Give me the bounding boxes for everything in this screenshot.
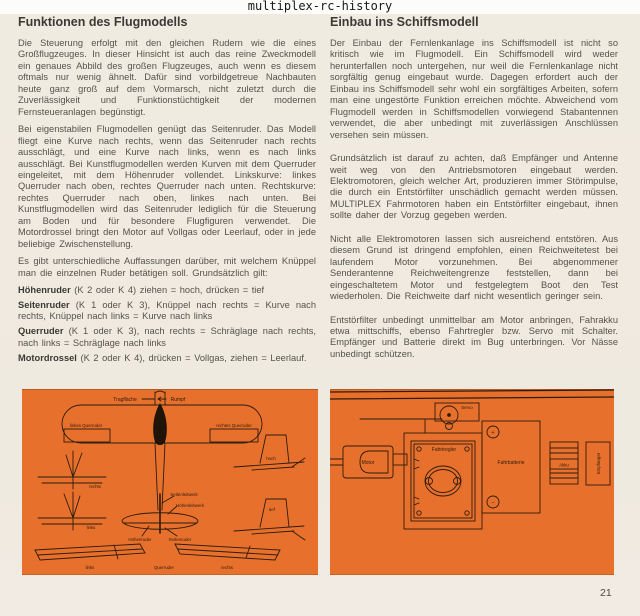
label-hoehenruder: Höhenruder — [128, 537, 152, 542]
label-seitenruder: Seitenruder — [168, 537, 192, 542]
control-term: Höhenruder — [18, 285, 71, 296]
label-motor: Motor — [361, 460, 375, 466]
right-heading: Einbau ins Schiffsmodell — [330, 15, 479, 29]
label-fahrtregler: Fahrtregler — [431, 447, 457, 453]
boat-diagram — [330, 389, 614, 575]
label-empfaenger: Empfänger — [596, 452, 601, 475]
page-number: 21 — [600, 587, 612, 599]
label-aileron-rechts: rechts — [221, 565, 233, 570]
label-querruder: Querruder — [153, 565, 175, 570]
right-paragraph-4: Entstörfilter unbedingt unmittelbar am Motor anbringen, Fahrakku etwa mittschiffs, ebenso Fahrtregler bzw. Servo mit Schalter. Empfänger und Batterie direkt im Bug unterbringen. Vor Nässe unbedingt schützen. — [330, 314, 618, 359]
label-rumpf: Rumpf — [170, 397, 186, 403]
site-title: multiplex-rc-history — [247, 0, 393, 13]
control-term: Seitenruder — [18, 299, 70, 310]
plane-diagram — [22, 389, 318, 575]
control-definition-seitenruder — [18, 300, 316, 323]
right-paragraph-3: Nicht alle Elektromotoren lassen sich ausreichend entstören. Aus diesem Grund ist dringend empfohlen, einen Reichweitetest bei laufendem Motor vorzunehmen. Bei abgenommener Senderantenne Reichweitengrenze feststellen, dann bei eingeschaltetem Motor und festgelegtem Boot den Test wiederholen. Die Reichweite darf nicht wesentlich geringer sein. — [330, 233, 618, 302]
right-paragraph-1: Der Einbau der Fernlenkanlage ins Schiffsmodell ist nicht so kritisch wie im Flugmodell. Ein Schiffsmodell wird weder herunterfallen noch untergehen, nur weil die Fernlenkanlage nicht sorgfältig genug eingebaut wurde. Dagegen erfordert auch der Einbau ins Schiffsmodell sehr wohl ein sorgfältiges Arbeiten, sofern man eine ungestörte Funktion erreichen möchte. Abweichend vom Flugmodell werden in Schiffsmodellen vorwiegend Stabantennen verwendet, die aber unbedingt mit zuverlässigen Anschlüssen versehen sein müssen. — [330, 38, 618, 140]
control-definition-querruder — [18, 326, 316, 349]
right-column — [330, 15, 618, 372]
control-definition-motordrossel — [18, 353, 316, 364]
left-paragraph-1: Die Steuerung erfolgt mit den gleichen Rudern wie die eines Großflugzeuges. In dieser Hinsicht ist auch das reine Zweckmodell ein genaues Abbild des großen Flugzeuges, auch wenn es diesem oftmals nur wenig ähnelt. Dafür sind vorbildgetreue Nachbauten heute ganz groß auf dem Vormarsch, nicht zuletzt durch die Zuverlässigkeit und Funktionstüchtigkeit der modernen Fernsteueranlagen begünstigt. — [18, 38, 316, 117]
label-hoch: hoch — [266, 456, 276, 461]
label-akku: Akku — [559, 462, 569, 468]
fuselage-silhouette — [153, 403, 167, 445]
control-term: Querruder — [18, 326, 64, 337]
control-term: Motordrossel — [18, 352, 77, 363]
figure-boat-installation — [330, 389, 614, 575]
label-tragflaeche: Tragfläche — [113, 397, 137, 403]
site-watermark — [0, 0, 640, 14]
label-aileron-links: links — [85, 565, 95, 570]
control-text: (K 1 oder K 3), nach rechts = Schräglage nach rechts, nach links = Schräglage nach links — [18, 326, 316, 348]
label-rudder-rechts: rechts — [89, 484, 101, 489]
battery-plus-terminal: + — [491, 430, 495, 437]
control-text: (K 2 oder K 4) ziehen = hoch, drücken = tief — [74, 285, 265, 296]
label-servo: Servo — [461, 405, 473, 410]
label-tief: tief — [269, 507, 275, 512]
label-rechtes-querruder: rechtes Querruder — [216, 423, 252, 428]
label-linkes-querruder: linkes Querruder — [69, 423, 103, 428]
left-paragraph-3: Es gibt unterschiedliche Auffassungen darüber, mit welchem Knüppel man die einzelnen Ruder betätigen soll. Grundsätzlich gilt: — [18, 256, 316, 278]
control-text: (K 1 oder K 3), Knüppel nach rechts = Kurve nach rechts, Knüppel nach links = Kurve nach links — [18, 299, 316, 322]
figure-plane-controls — [22, 389, 318, 575]
label-rudder-links: links — [86, 525, 96, 530]
battery-minus-terminal: − — [491, 500, 495, 506]
control-text: (K 2 oder K 4), drücken = Vollgas, ziehen = Leerlauf. — [80, 352, 307, 363]
left-column — [18, 15, 316, 368]
label-hoehenleitwerk: Höhenleitwerk — [176, 503, 204, 508]
control-definition-hoehenruder — [18, 285, 316, 296]
label-fahrbatterie: Fahrbatterie — [497, 460, 525, 466]
left-heading: Funktionen des Flugmodells — [18, 15, 188, 29]
label-seitenleitwerk: Seitenleitwerk — [170, 492, 198, 497]
left-paragraph-2: Bei eigenstabilen Flugmodellen genügt das Seitenruder. Das Modell fliegt eine Kurve nach rechts, wenn das Seitenruder nach rechts ausschlägt, und eine Kurve nach links, wenn es nach links ausschlägt. Bei Kunstflugmodellen werden Kurven mit dem Querruder eingeleitet, mit dem Höhenruder vollendet. Linkskurve: linkes Querruder nach oben, rechtes Querruder nach unten. Rechtskurve: rechtes Querruder nach oben, linkes nach unten. Bei Kunstflugmodellen wird das Seitenruder lediglich für die Steuerung am Boden und für besondere Flugfiguren verwendet. Die Motordrossel bringt den Motor auf Vollgas oder Leerlauf, oder in jede beliebige Zwischenstellung. — [18, 124, 316, 249]
right-paragraph-2: Grundsätzlich ist darauf zu achten, daß Empfänger und Antenne weit weg von den Antriebsmotoren eingebaut werden. Elektromotoren, gleich welcher Art, produzieren immer Störimpulse, die durch ein Entstörfilter unschädlich gemacht werden müssen. MULTIPLEX Fahrmotoren haben ein Entstörfilter eingebaut, ihnen sollte daher der Vorzug gegeben werden. — [330, 153, 618, 221]
